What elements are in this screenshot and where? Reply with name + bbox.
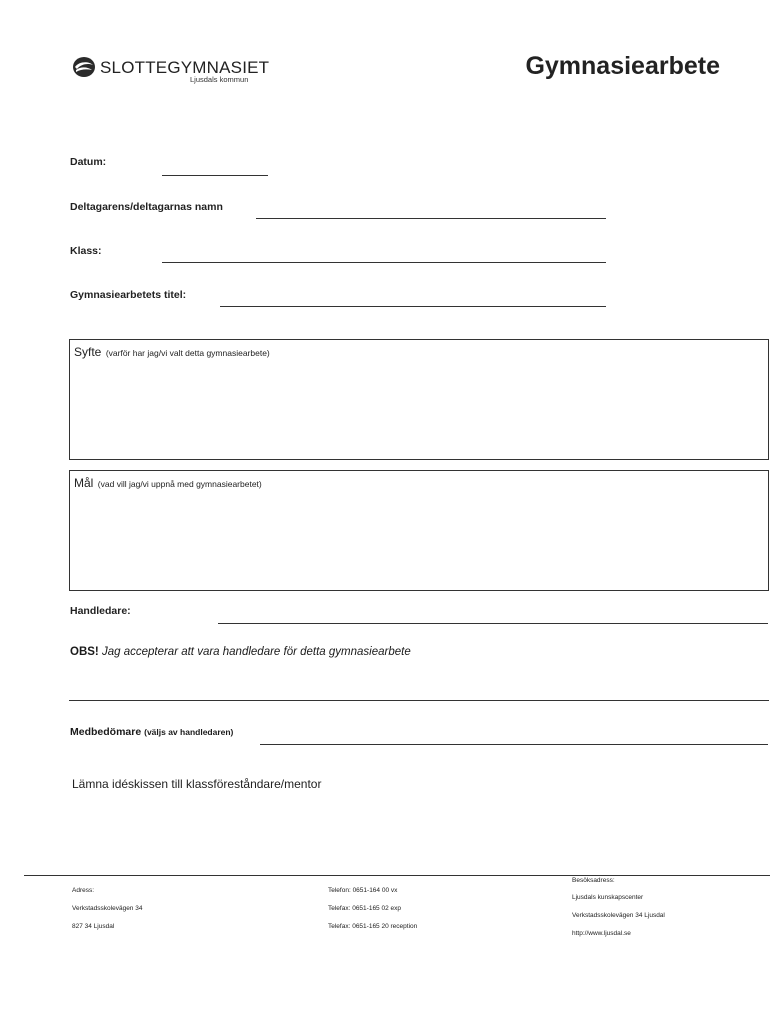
- footer-postal: 827 34 Ljusdal: [72, 923, 115, 930]
- footer-fax-exp: Telefax: 0651-165 02 exp: [328, 905, 401, 912]
- goal-title: Mål: [74, 476, 94, 490]
- footer-phone: Telefon: 0651-164 00 vx: [328, 887, 398, 894]
- document-title: Gymnasiearbete: [525, 52, 720, 80]
- goal-box[interactable]: [69, 470, 769, 591]
- supervisor-signature-field[interactable]: [69, 700, 769, 701]
- participants-field[interactable]: [256, 218, 606, 219]
- footer-website-link[interactable]: http://www.ljusdal.se: [572, 930, 631, 937]
- class-field[interactable]: [162, 262, 606, 263]
- footer-visit-label: Besöksadress:: [572, 877, 615, 884]
- supervisor-label: Handledare:: [70, 605, 131, 617]
- supervisor-acceptance: [70, 646, 411, 658]
- goal-hint: (vad vill jag/vi uppnå med gymnasiearbetet): [97, 479, 262, 489]
- school-logo: [72, 54, 272, 84]
- purpose-heading: [74, 343, 270, 361]
- footer-divider: [24, 875, 770, 876]
- work-title-label: Gymnasiearbetets titel:: [70, 289, 187, 301]
- supervisor-field[interactable]: [218, 623, 768, 624]
- purpose-title: Syfte: [74, 345, 102, 359]
- footer-street: Verkstadsskolevägen 34: [72, 905, 143, 912]
- goal-heading: [74, 474, 262, 492]
- footer-fax-reception: Telefax: 0651-165 20 reception: [328, 923, 418, 930]
- footer-visit-name: Ljusdals kunskapscenter: [572, 894, 644, 901]
- logo-subtitle: Ljusdals kommun: [190, 75, 249, 84]
- co-assessor-label-group: [70, 726, 233, 738]
- logo-name: SLOTTEGYMNASIET: [100, 58, 270, 77]
- class-label: Klass:: [70, 245, 102, 257]
- obs-text: Jag accepterar att vara handledare för detta gymnasiearbete: [101, 646, 411, 658]
- submission-instruction: Lämna idéskissen till klassföreståndare/mentor: [72, 777, 322, 791]
- date-field[interactable]: [162, 175, 268, 176]
- purpose-hint: (varför har jag/vi valt detta gymnasiearbete): [105, 348, 270, 358]
- participants-label: Deltagarens/deltagarnas namn: [70, 201, 223, 213]
- footer-address-label: Adress:: [72, 887, 95, 894]
- footer-visit-street: Verkstadsskolevägen 34 Ljusdal: [572, 912, 665, 919]
- co-assessor-field[interactable]: [260, 744, 768, 745]
- work-title-field[interactable]: [220, 306, 606, 307]
- logo-mark-icon: [72, 56, 96, 78]
- co-assessor-hint: (väljs av handledaren): [144, 727, 234, 737]
- obs-label: OBS!: [70, 646, 99, 658]
- date-label: Datum:: [70, 156, 107, 168]
- purpose-box[interactable]: [69, 339, 769, 460]
- co-assessor-label: Medbedömare: [70, 726, 142, 738]
